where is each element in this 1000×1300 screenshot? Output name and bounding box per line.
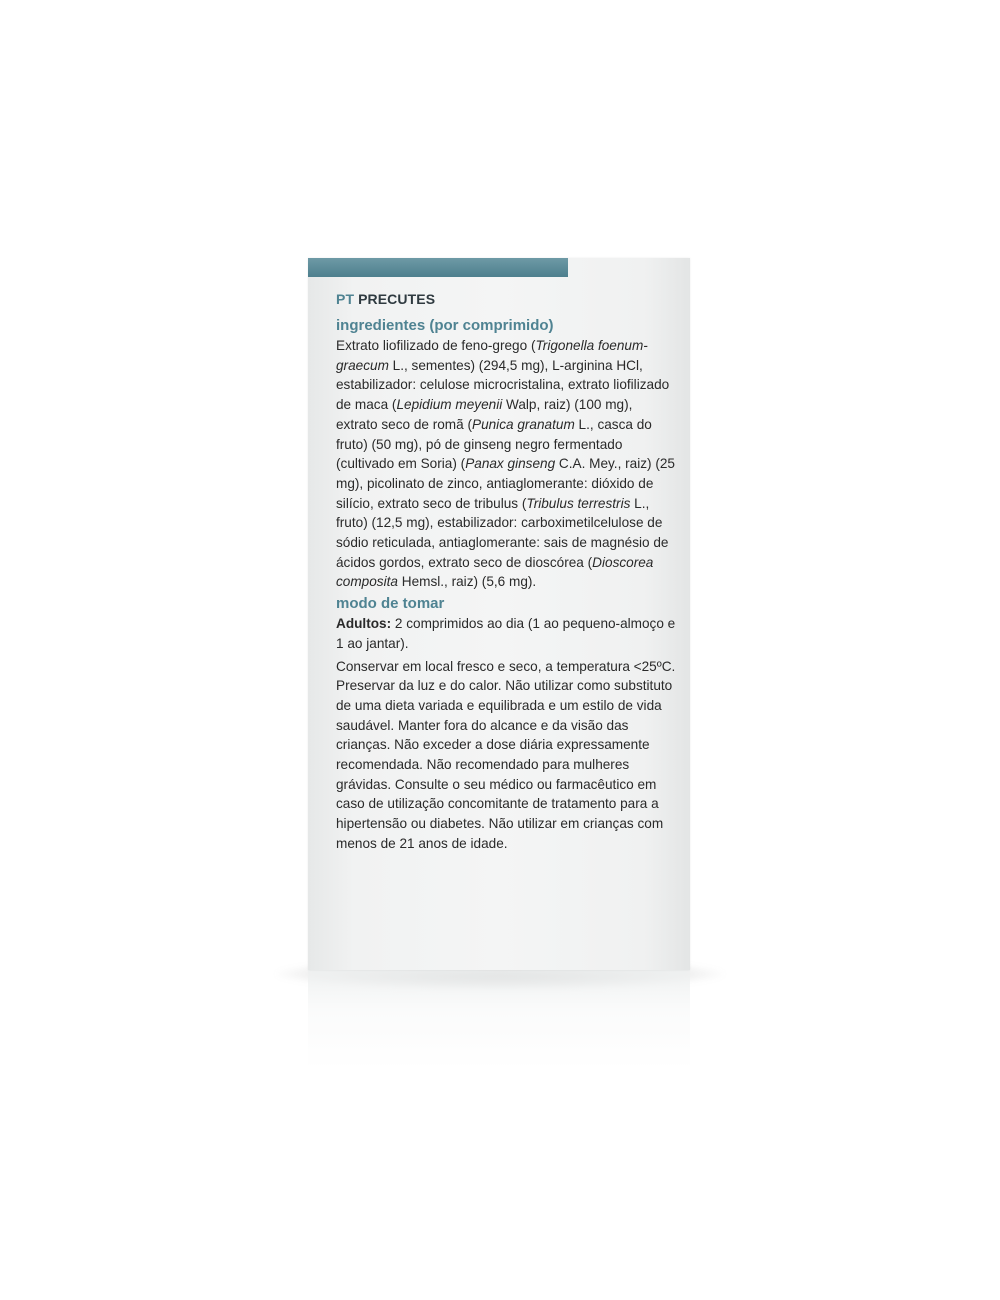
ingredient-segment: C.A. Mey., raiz) (25 mg), picolinato de zinco, antiaglomerante: dióxido de silício, extrato seco de tribulus ( (336, 456, 675, 511)
product-label-panel (308, 258, 690, 970)
ingredients-text (336, 336, 676, 592)
panel-reflection (308, 970, 690, 1070)
ingredient-segment: L., sementes) (294,5 mg), L-arginina HCl, estabilizador: celulose microcristalina, extrato liofilizado de maca ( (336, 357, 670, 413)
warnings-text: Conservar em local fresco e seco, a temperatura <25ºC. Preservar da luz e do calor. Não utilizar como substituto de uma dieta variada e equilibrada e um estilo de vida saudável. Manter fora do alcance e da visão das crianças. Não exceder a dose diária expressamente recomendada. Não recomendado para mulheres grávidas. Consulte o seu médico ou farmacêutico em caso de utilização concomitante de tratamento para a hipertensão ou diabetes. Não utilizar em crianças com menos de 21 anos de idade. (336, 658, 676, 851)
ingredient-segment: Hemsl., raiz) (5,6 mg). (397, 574, 537, 590)
language-code: PT (336, 291, 355, 307)
accent-bar (308, 258, 568, 277)
ingredient-segment: Extrato liofilizado de feno-grego ( (336, 338, 536, 353)
species-name: Lepidium meyenii (396, 397, 503, 413)
ingredient-segment: L., fruto) (12,5 mg), estabilizador: carboximetilcelulose de sódio reticulada, antiaglomerante: sais de magnésio de ácidos gordos, extrato seco de dioscórea ( (336, 495, 669, 570)
species-name: Trigonella foenum-graecum (336, 338, 648, 373)
brand-heading (336, 290, 676, 308)
brand-name: PRECUTES (358, 291, 436, 307)
usage-text (336, 614, 676, 653)
species-name: Dioscorea composita (336, 554, 654, 590)
ingredient-segment: Walp, raiz) (100 mg), extrato seco de romã ( (336, 397, 633, 432)
usage-title: modo de tomar (336, 595, 445, 613)
ingredients-title: ingredientes (por comprimido) (336, 317, 554, 334)
species-name: Punica granatum (472, 416, 575, 432)
ingredient-segment: L., casca do fruto) (50 mg), pó de ginseng negro fermentado (cultivado em Soria) ( (336, 416, 652, 472)
species-name: Panax ginseng (465, 456, 556, 472)
species-name: Tribulus terrestris (526, 495, 631, 511)
label-content (336, 290, 676, 854)
adults-label: Adultos: (336, 616, 392, 632)
adults-dosage: 2 comprimidos ao dia (1 ao pequeno-almoço e 1 ao jantar). (336, 616, 676, 651)
